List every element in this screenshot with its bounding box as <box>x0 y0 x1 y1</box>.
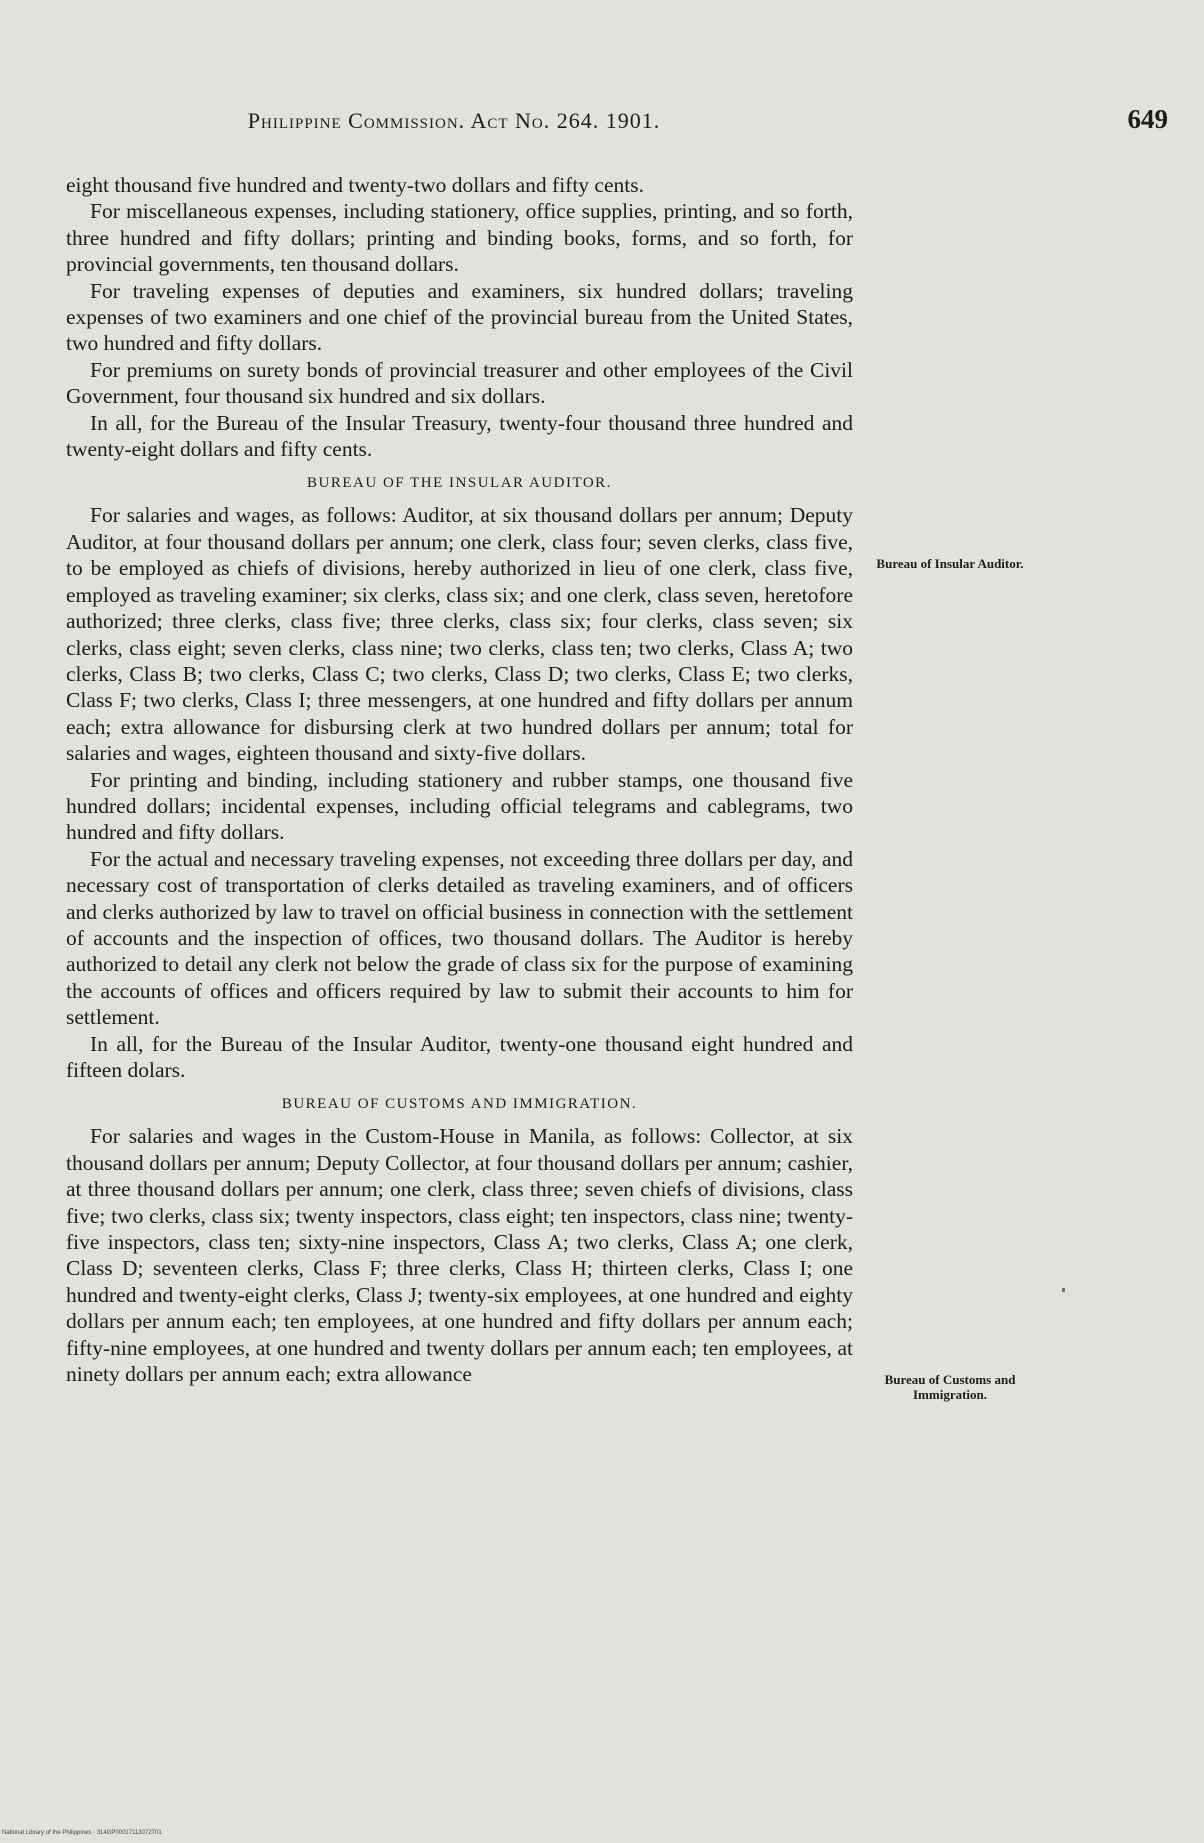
section-heading-customs: BUREAU OF CUSTOMS AND IMMIGRATION. <box>281 1096 638 1113</box>
page-number: 649 <box>1127 104 1168 134</box>
scan-speck <box>1062 1288 1065 1292</box>
paragraph: For traveling expenses of deputies and examiners, six hundred dollars; traveling expenses of two examiners and one chief of the provincial bureau from the United States, two hundred and fifty dollars. <box>66 278 853 356</box>
running-head: Philippine Commission. Act No. 264. 1901. <box>247 108 661 133</box>
paragraph: For salaries and wages in the Custom-House in Manila, as follows: Collector, at six thousand dollars per annum; Deputy Collector, at four thousand dollars per annum; cashier, at three thousand dollars per annum; one clerk, class three; seven chiefs of divisions, class five; two clerks, class six; twenty inspectors, class eight; ten inspectors, class nine; twenty-five inspectors, class ten; sixty-nine inspectors, Class A; two clerks, Class A; one clerk, Class D; seventeen clerks, Class F; three clerks, Class H; thirteen clerks, Class I; one hundred and twenty-eight clerks, Class J; twenty-six employees, at one hundred and eighty dollars per annum each; ten employees, at one hundred and fifty dollars per annum each; fifty-nine employees, at one hundred and twenty dollars per annum each; ten employees, at ninety dollars per annum each; extra allowance <box>66 1124 853 1387</box>
margin-note-customs: Bureau of Customs and Immigration. <box>884 1372 1016 1402</box>
section-heading-auditor: BUREAU OF THE INSULAR AUDITOR. <box>307 475 612 492</box>
margin-note-auditor: Bureau of Insular Auditor. <box>876 556 1024 571</box>
paragraph: eight thousand five hundred and twenty-two dollars and fifty cents. <box>66 173 644 197</box>
paragraph: For printing and binding, including stationery and rubber stamps, one thousand five hundred dollars; incidental expenses, including official telegrams and cablegrams, two hundred and fifty dollars. <box>66 767 853 845</box>
paragraph: For salaries and wages, as follows: Auditor, at six thousand dollars per annum; Deputy Auditor, at four thousand dollars per annum; one clerk, class four; seven clerks, class five, to be employed as chiefs of divisions, hereby authorized in lieu of one clerk, class five, employed as traveling examiner; six clerks, class six; and one clerk, class seven, heretofore authorized; three clerks, class five; three clerks, class six; four clerks, class seven; six clerks, class eight; seven clerks, class nine; two clerks, class ten; two clerks, Class A; two clerks, Class B; two clerks, Class C; two clerks, Class D; two clerks, Class E; two clerks, Class F; two clerks, Class I; three messengers, at one hundred and fifty dollars per annum each; extra allowance for disbursing clerk at two hundred dollars per annum; total for salaries and wages, eighteen thousand and sixty-five dollars. <box>66 503 853 766</box>
footer-credit: National Library of the Philippines · 314GP00017113072701 <box>2 1830 162 1836</box>
paragraph: In all, for the Bureau of the Insular Treasury, twenty-four thousand three hundred and twenty-eight dollars and fifty cents. <box>66 410 853 462</box>
paragraph: For premiums on surety bonds of provincial treasurer and other employees of the Civil Government, four thousand six hundred and six dollars. <box>66 357 853 409</box>
paragraph: For miscellaneous expenses, including stationery, office supplies, printing, and so forth, three hundred and fifty dollars; printing and binding books, forms, and so forth, for provincial governments, ten thousand dollars. <box>66 199 853 277</box>
paragraph: In all, for the Bureau of the Insular Auditor, twenty-one thousand eight hundred and fifteen dolars. <box>66 1031 853 1082</box>
body-text <box>66 172 853 1387</box>
paragraph: For the actual and necessary traveling expenses, not exceeding three dollars per day, and necessary cost of transportation of clerks detailed as traveling examiners, and of officers and clerks authorized by law to travel on official business in connection with the settlement of accounts and the inspection of offices, two thousand dollars. The Auditor is hereby authorized to detail any clerk not below the grade of class six for the purpose of examining the accounts of offices and officers required by law to submit their accounts to him for settlement. <box>66 846 853 1030</box>
